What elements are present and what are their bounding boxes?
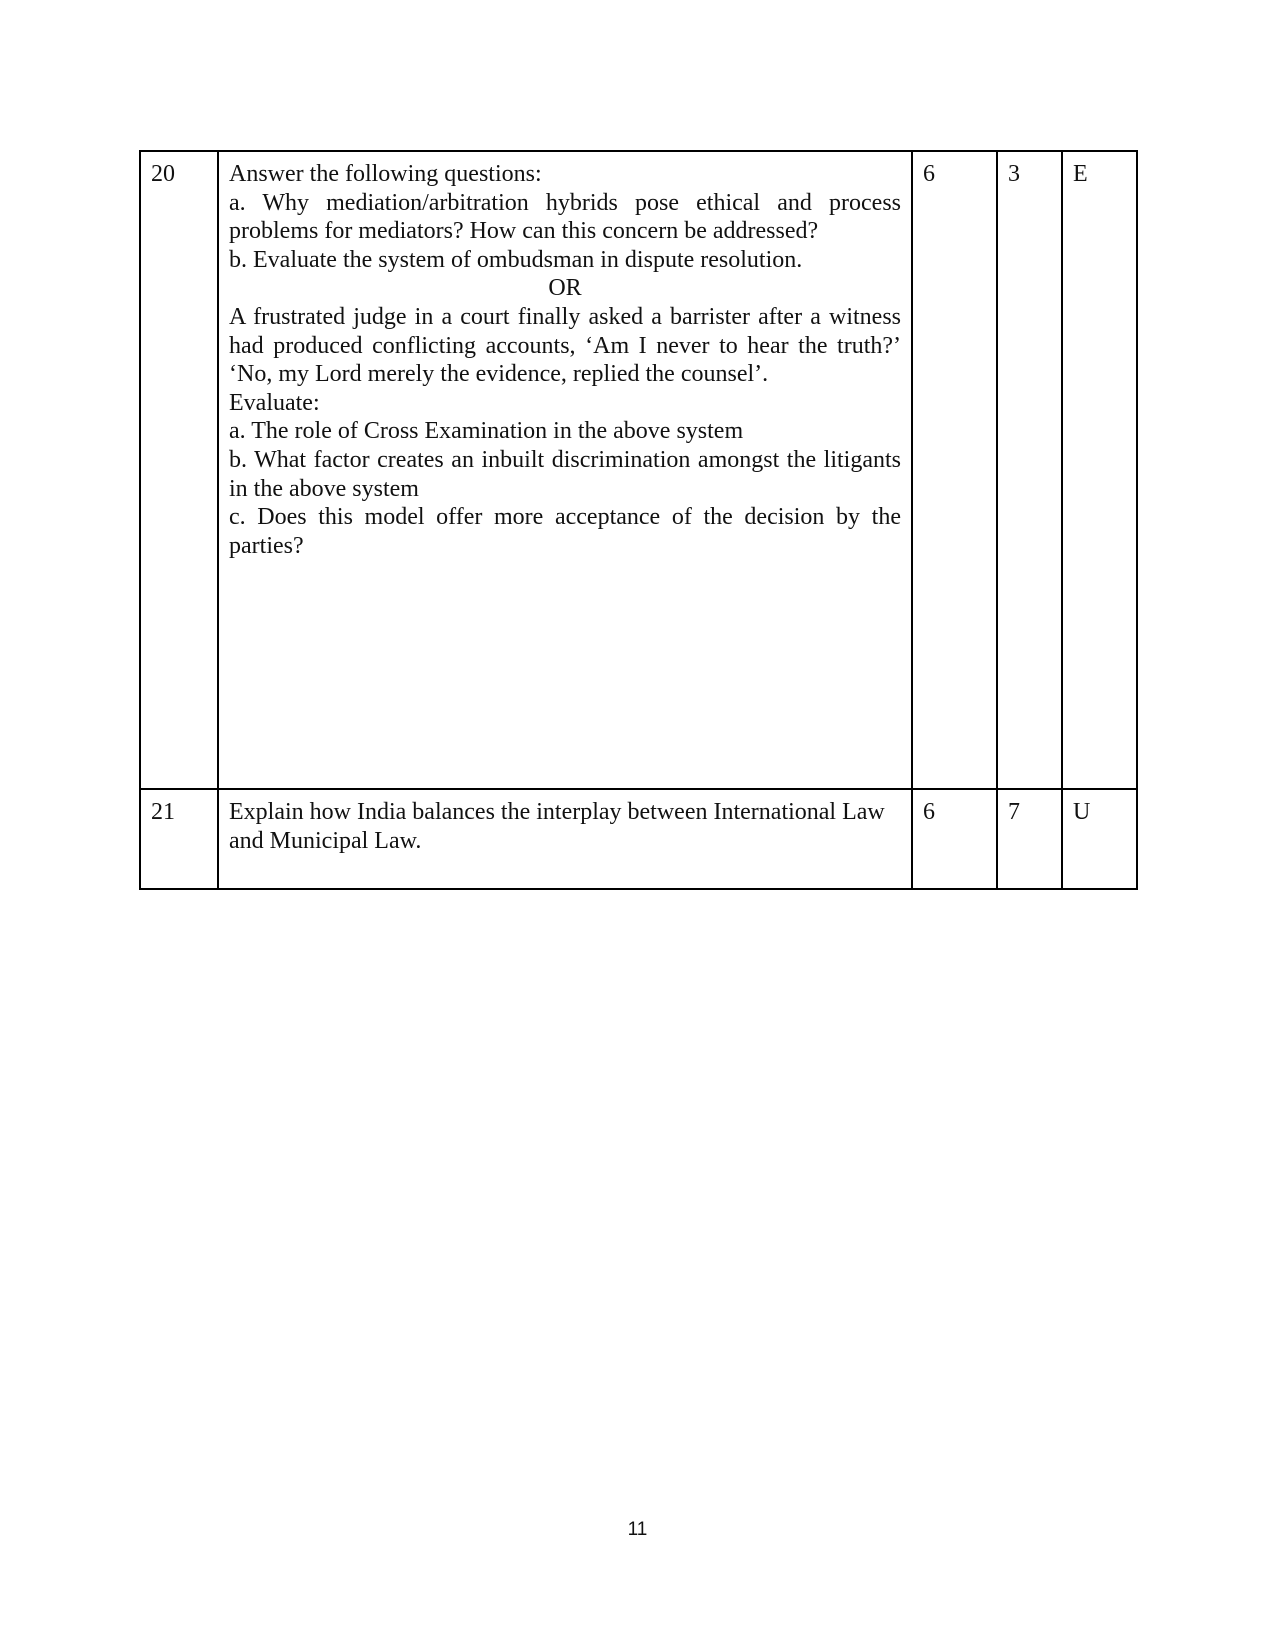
question-marks: 6 xyxy=(912,151,997,789)
table-row xyxy=(140,151,1137,789)
question-co: 3 xyxy=(997,151,1062,789)
question-marks: 6 xyxy=(912,789,997,889)
table-row xyxy=(140,789,1137,889)
case-text: A frustrated judge in a court finally asked a barrister after a witness had produced conflicting accounts, ‘Am I never to hear the truth?’ ‘No, my Lord merely the evidence, replied the counsel’. xyxy=(229,303,901,388)
question-number: 21 xyxy=(140,789,218,889)
question-number: 20 xyxy=(140,151,218,789)
evaluate-label: Evaluate: xyxy=(229,389,320,416)
question-intro: Answer the following questions: xyxy=(229,161,542,187)
page-number: 11 xyxy=(627,1519,648,1540)
question-co: 7 xyxy=(997,789,1062,889)
question-level: U xyxy=(1062,789,1137,889)
question-part-a: a. Why mediation/arbitration hybrids pose ethical and process problems for mediators? How can this concern be addressed? xyxy=(229,189,901,245)
or-separator: OR xyxy=(548,275,582,302)
question-level: E xyxy=(1062,151,1137,789)
case-part-a: a. The role of Cross Examination in the above system xyxy=(229,418,744,445)
case-part-c: c. Does this model offer more acceptance of the decision by the parties? xyxy=(229,504,901,559)
question-text: Explain how India balances the interplay between International Law and Municipal Law. xyxy=(218,789,912,889)
case-part-b: b. What factor creates an inbuilt discrimination amongst the litigants in the above system xyxy=(229,446,901,502)
question-part-b: b. Evaluate the system of ombudsman in dispute resolution. xyxy=(229,246,803,273)
question-table xyxy=(139,150,1138,890)
question-text xyxy=(218,151,912,789)
